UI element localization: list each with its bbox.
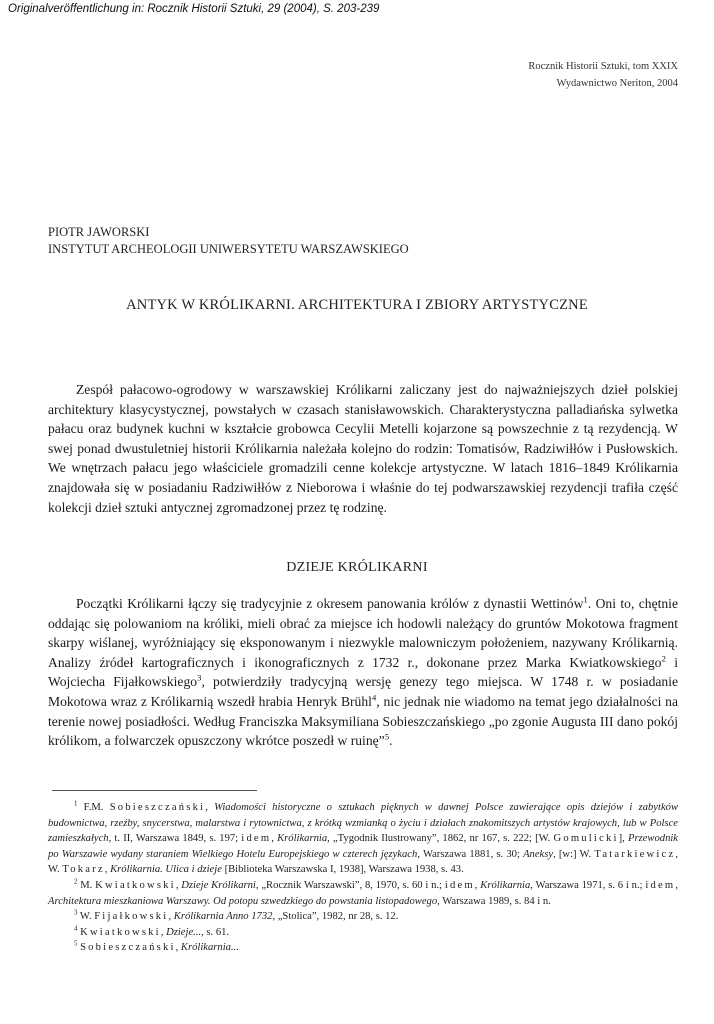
original-publication-note: Originalveröffentlichung in: Rocznik Historii Sztuki, 29 (2004), S. 203-239: [8, 3, 380, 15]
abstract: [48, 380, 678, 517]
abstract-paragraph: Zespół pałacowo-ogrodowy w warszawskiej Królikarni zaliczany jest do najważniejszych dzieł polskiej architektury klasycystycznej, powstałych w czasach stanisławowskich. Charakterystyczna palladiańska sylwetka pałacu oraz budynek kuchni w kształcie grobowca Cecylii Metelli kojarzone są powszechnie z tą rezydencją. W swej ponad dwustuletniej historii Królikarnia należała kolejno do rodzin: Tomatisów, Radziwiłłów i Pusłowskich. We wnętrzach pałacu jego właściciele gromadzili cenne kolekcje artystyczne. W latach 1816–1849 Królikarnia znajdowała się w posiadaniu Radziwiłłów z Nieborowa i właśnie do tej podwarszawskiej rezydencji trafiła część kolekcji dzieł sztuki antycznej zgromadzonej przez tę rodzinę.: [48, 382, 678, 515]
fn-work-title: Dzieje Królikarni: [181, 879, 256, 891]
fn-text: , t. II, Warszawa 1849, s. 197;: [108, 833, 242, 845]
section-text-3: i Wojciecha Fijałkowskiego: [48, 654, 678, 690]
fn-text: ,: [474, 879, 481, 891]
fn-text: ,: [205, 802, 215, 813]
fn-text: , [w:] W.: [553, 848, 595, 860]
fn-work-title: Dzieje...: [166, 926, 202, 938]
fn-work-title: Wiadomości historyczne o sztukach pięknych w dawnej Polsce zawierające opis dziejów i zabytków budownictwa, rzeźby, snycerstwa, malarstwa i rytownictwa, z krótką wzmianką o życiu i działach znakomitszych artystów krajowych, lub w Polsce zamieszkałych: [48, 802, 679, 845]
footnote-ref-5[interactable]: 5: [384, 731, 390, 742]
fn-author: Kwiatkowski: [80, 926, 161, 938]
fn-text: ,: [675, 879, 678, 891]
fn-author: Kwiatkowski: [95, 879, 176, 891]
fn-author: idem: [645, 879, 676, 891]
fn-text: , „Tygodnik Ilustrowany”, 1862, nr 167, s. 222; [W.: [327, 833, 554, 845]
fn-author: Sobieszczański: [80, 942, 176, 954]
footnote-4: [48, 925, 678, 941]
fn-text: ,: [160, 926, 167, 938]
footnote-1: [48, 800, 678, 878]
fn-author: idem: [241, 833, 272, 845]
fn-work-title: Królikarnia: [277, 833, 328, 845]
fn-text: ,: [104, 864, 111, 876]
footnote-number: 5: [74, 940, 78, 948]
fn-text: ,: [175, 879, 182, 891]
fn-author: Tokarz: [62, 864, 105, 876]
author-affiliation: INSTYTUT ARCHEOLOGII UNIWERSYTETU WARSZAWSKIEGO: [48, 242, 409, 256]
fn-text: ,: [271, 833, 278, 845]
section-body: [48, 594, 678, 751]
footnote-ref-3[interactable]: 3: [197, 672, 202, 683]
footnotes: [48, 800, 678, 956]
fn-work-title: Aneksy: [523, 848, 554, 860]
author-block: [48, 224, 409, 258]
fn-text: ,: [175, 942, 181, 954]
section-paragraph: [48, 594, 678, 751]
fn-text: , „Rocznik Warszawski”, 8, 1970, s. 60 i n.;: [255, 879, 445, 891]
fn-author: Sobieszczański: [109, 802, 206, 813]
section-text-1: Początki Królikarni łączy się tradycyjnie z okresem panowania królów z dynastii Wettinów: [76, 596, 584, 611]
author-name: PIOTR JAWORSKI: [48, 225, 150, 239]
section-text-5: , nic jednak nie wiadomo na temat jego działalności na terenie nowej posiadłości. Według Franciszka Maksymiliana Sobieszczańskiego „po zgonie Augusta III dano pokój królikom, a folwarczek opuszczony wkrótce poszedł w ruinę”: [48, 693, 678, 749]
fn-text: , Warszawa 1989, s. 84 i n.: [437, 895, 551, 907]
fn-author: Tatarkiewicz: [594, 848, 676, 860]
fn-work-title: Królikarnia. Ulica i dzieje: [110, 864, 222, 876]
footnote-number: 4: [74, 925, 78, 933]
footnote-divider: [52, 790, 257, 791]
fn-work-title: Królikarnia...: [180, 942, 239, 954]
fn-author: idem: [444, 879, 475, 891]
fn-text: [Biblioteka Warszawska I, 1938], Warszawa 1938, s. 43.: [221, 864, 464, 876]
footnote-number: 1: [74, 800, 78, 808]
journal-header: [528, 58, 678, 92]
fn-text: , s. 61.: [201, 926, 230, 938]
fn-text: , Warszawa 1881, s. 30;: [417, 848, 524, 860]
fn-text: , Warszawa 1971, s. 6 i n.;: [530, 879, 646, 891]
section-text-2: . Oni to, chętnie oddając się polowaniom na króliki, mieli obrać za miejsce ich hodowli należący do gruntów Mokotowa fragment skarpy wiślanej, wyróżniający się eksponowanym i niezwykle malowniczym położeniem, nazywany Królikarnią. Analizy źródeł kartograficznych i ikonograficznych z 1732 r., dokonane przez Marka Kwiatkowskiego: [48, 596, 678, 670]
fn-work-title: Architektura mieszkaniowa Warszawy. Od potopu szwedzkiego do powstania listopadowego: [48, 895, 438, 907]
fn-text: W.: [77, 911, 95, 923]
fn-text: M.: [77, 879, 96, 891]
article-title: ANTYK W KRÓLIKARNI. ARCHITEKTURA I ZBIORY ARTYSTYCZNE: [126, 297, 588, 313]
footnote-3: [48, 909, 678, 925]
section-text-6: .: [389, 733, 393, 749]
footnote-5: [48, 940, 678, 956]
fn-work-title: Królikarnia Anno 1732: [173, 911, 273, 923]
fn-work-title: Królikarnia: [480, 879, 531, 891]
fn-author: Gomulicki: [553, 833, 619, 845]
fn-text: , „Stolica”, 1982, nr 28, s. 12.: [272, 911, 399, 923]
section-heading: DZIEJE KRÓLIKARNI: [286, 560, 428, 575]
footnote-ref-4[interactable]: 4: [371, 692, 377, 703]
journal-title: Rocznik Historii Sztuki, tom XXIX: [528, 61, 678, 72]
fn-work-title: Przewodnik po Warszawie wydany staraniem Wielkiego Hotelu Europejskiego w czterech językach: [48, 833, 679, 860]
fn-text: ],: [618, 833, 628, 845]
footnote-number: 2: [74, 878, 78, 886]
footnote-ref-1[interactable]: 1: [583, 594, 588, 605]
fn-text: , W.: [48, 848, 679, 876]
footnote-2: [48, 878, 678, 909]
footnote-number: 3: [74, 909, 78, 917]
fn-text: ,: [168, 911, 174, 923]
section-text-4: , potwierdziły tradycyjną wersję genezy tego miejsca. W 1748 r. w posiadanie Mokotowa wraz z Królikarnią wszedł hrabia Henryk Brühl: [48, 674, 679, 709]
footnote-ref-2[interactable]: 2: [661, 653, 666, 664]
fn-text: F.M.: [77, 802, 110, 813]
fn-author: Fijałkowski: [94, 911, 169, 923]
publisher-line: Wydawnictwo Neriton, 2004: [556, 78, 678, 89]
